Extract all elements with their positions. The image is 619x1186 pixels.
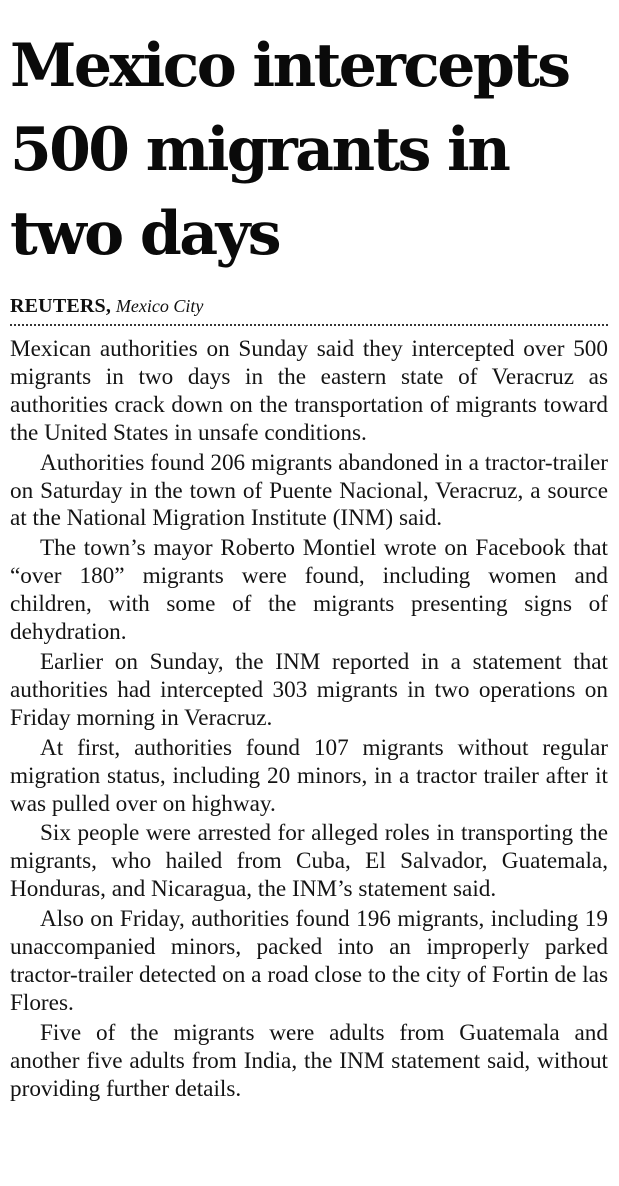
body-paragraph: Also on Friday, authorities found 196 migrants, including 19 unaccompanied minors, packed into an improperly parked tractor-trailer detected on a road close to the city of Fortin de las Flores. — [10, 906, 608, 1016]
body-paragraph: Earlier on Sunday, the INM reported in a statement that authorities had intercepted 303 migrants in two operations on Friday morning in Veracruz. — [10, 648, 608, 731]
article-body — [10, 336, 608, 1103]
body-paragraph: Mexican authorities on Sunday said they intercepted over 500 migrants in two days in the eastern state of Veracruz as authorities crack down on the transportation of migrants toward the United States in unsafe conditions. — [10, 336, 608, 446]
body-paragraph: Five of the migrants were adults from Guatemala and another five adults from India, the INM statement said, without providing further details. — [10, 1019, 608, 1102]
byline-location: Mexico City — [115, 296, 204, 316]
byline-separator: , — [105, 295, 111, 317]
byline-agency: REUTERS — [10, 295, 106, 317]
headline: Mexico intercepts 500 migrants in two days — [10, 31, 569, 269]
body-paragraph: At first, authorities found 107 migrants without regular migration status, including 20 minors, in a tractor trailer after it was pulled over on highway. — [10, 734, 608, 817]
dotted-divider — [10, 324, 608, 326]
news-article — [10, 0, 608, 1105]
body-paragraph: Six people were arrested for alleged roles in transporting the migrants, who hailed from Cuba, El Salvador, Guatemala, Honduras, and Nicaragua, the INM’s statement said. — [10, 820, 608, 903]
byline — [10, 294, 608, 318]
body-paragraph: The town’s mayor Roberto Montiel wrote on Facebook that “over 180” migrants were found, including women and children, with some of the migrants presenting signs of dehydration. — [10, 535, 608, 646]
body-paragraph: Authorities found 206 migrants abandoned in a tractor-trailer on Saturday in the town of Puente Nacional, Veracruz, a source at the National Migration Institute (INM) said. — [10, 449, 608, 532]
